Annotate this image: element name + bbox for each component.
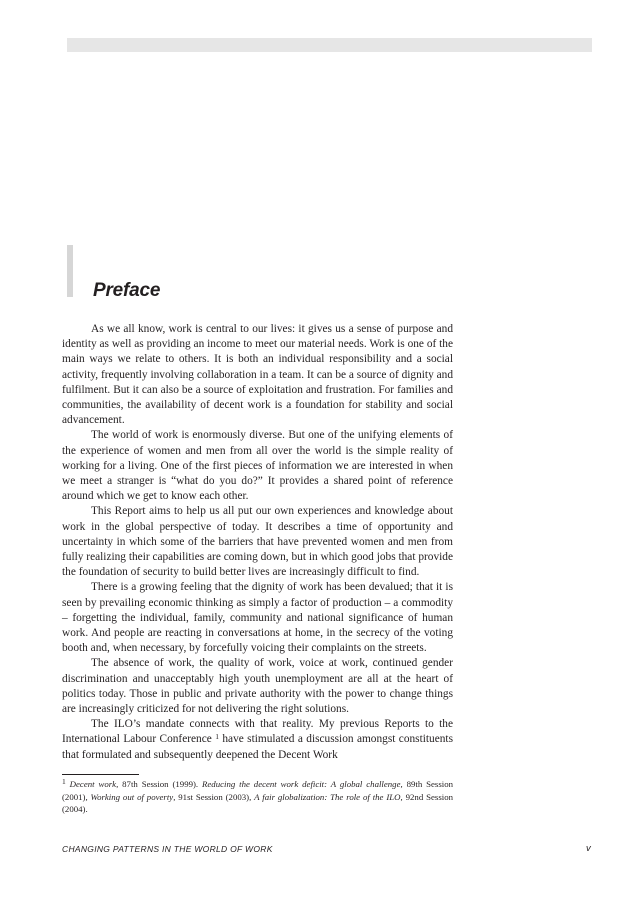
body-text	[62, 322, 453, 763]
paragraph-with-footnote-ref	[62, 717, 453, 763]
cited-report-title: Working out of poverty	[90, 791, 174, 802]
footnote	[62, 778, 453, 816]
footnote-separator	[62, 774, 139, 775]
citation-detail: , 87th Session (1999).	[116, 779, 203, 789]
paragraph: As we all know, work is central to our lives: it gives us a sense of purpose and identity as well as providing an income to meet our material needs. Work is one of the main ways we relate to others. It is both an individual responsibility and a social activity, frequently involving collaboration in a team. It can be a source of dignity and fulfilment. But it can also be a source of exploitation and frustration. For families and communities, the availability of decent work is a foundation for stability and social advancement.	[62, 323, 453, 427]
citation-detail: , 89th Session (2001),	[62, 779, 454, 802]
citation-detail: , 92nd Session (2004).	[62, 791, 453, 815]
paragraph: There is a growing feeling that the dignity of work has been devalued; that it is seen by prevailing economic thinking as simply a factor of production – a commodity – forgetting the individual, family, community and national significance of human work. And people are reacting in conversations at home, in the secrecy of the voting booth and, when necessary, by forcefully voicing their complaints on the streets.	[62, 581, 453, 655]
citation-detail: , 91st Session (2003),	[173, 791, 255, 802]
paragraph-text: have stimulated a discussion amongst constituents that formulated and subsequently deepened the Decent Work	[62, 733, 453, 761]
running-footer-title: CHANGING PATTERNS IN THE WORLD OF WORK	[62, 844, 273, 854]
header-band	[67, 38, 592, 52]
page-title: Preface	[93, 280, 161, 301]
paragraph: The world of work is enormously diverse. But one of the unifying elements of the experience of women and men from all over the world is the simple reality of working for a living. One of the first pieces of information we are interested in when we meet a stranger is “what do you do?” It provides a shared point of reference around which we get to know each other.	[62, 429, 453, 503]
paragraph-text: The ILO’s mandate connects with that reality. My previous Reports to the International Labour Conference	[62, 718, 453, 746]
paragraph: This Report aims to help us all put our own experiences and knowledge about work in the global perspective of today. It describes a time of opportunity and uncertainty in which some of the barriers that have prevented women and men from fully realizing their capabilities are coming down, but in which good jobs that provide the foundation of security to build better lives are increasingly difficult to find.	[62, 505, 453, 579]
page-number: v	[586, 843, 591, 854]
chapter-side-mark	[67, 245, 73, 297]
footnote-mark: 1	[62, 777, 66, 786]
cited-report-title: A fair globalization: The role of the ILO	[254, 791, 401, 802]
cited-report-title: Reducing the decent work deficit: A global challenge	[202, 779, 401, 789]
cited-report-title: Decent work	[69, 779, 117, 789]
paragraph: The absence of work, the quality of work, voice at work, continued gender discrimination and unacceptably high youth unemployment are all at the heart of politics today. Those in public and private authority with the power to change things are increasingly criticized for not delivering the right solutions.	[62, 657, 453, 716]
footnote-reference[interactable]: 1	[215, 732, 219, 742]
